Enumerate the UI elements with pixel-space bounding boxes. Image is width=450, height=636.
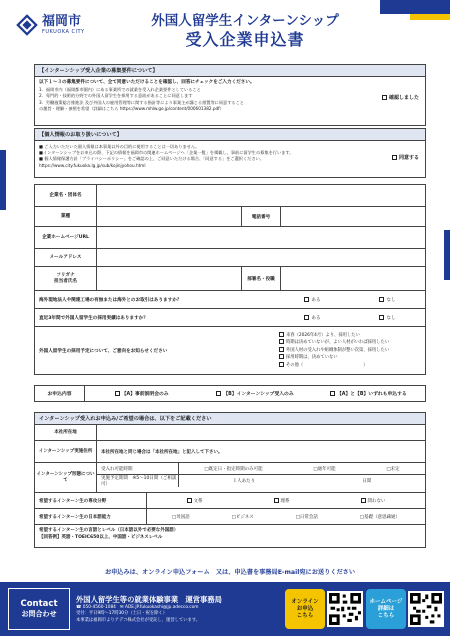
furigana-label: フリガナ xyxy=(56,272,75,278)
page-header xyxy=(12,10,438,58)
phone-icon: ☎ xyxy=(76,604,82,610)
overseas-no-option[interactable] xyxy=(379,297,395,303)
contact-phone: 050-4560-1084 xyxy=(82,604,116,610)
jp-option-business[interactable]: □ビジネス xyxy=(231,514,254,520)
checkbox-icon xyxy=(279,347,284,352)
hiring-plan-question: 外国人留学生の採用予定について、ご意向をお知らせください xyxy=(39,348,168,354)
major-option-humanities[interactable] xyxy=(187,498,203,504)
major-label: 希望するインターン生の専攻分野 xyxy=(35,493,147,508)
side-stripe-left xyxy=(0,150,6,210)
checkbox-icon xyxy=(279,354,284,359)
confirm-label: 確認しました xyxy=(388,95,419,101)
checkbox-icon xyxy=(361,498,366,503)
hiring-plan-option[interactable] xyxy=(279,347,421,354)
checkbox-icon xyxy=(187,498,192,503)
hiring-plan-option[interactable] xyxy=(279,332,421,339)
language-example: 【回答例】英語・TOEIC650以上、中国語・ビジネスレベル xyxy=(39,535,163,540)
company-name-field[interactable] xyxy=(97,185,425,206)
organizer-name: 外国人留学生等の就業体験事業 運営事務局 xyxy=(76,594,222,604)
checkbox-icon xyxy=(330,391,335,396)
option-label: 【B】インターンシップ受入のみ xyxy=(223,392,294,397)
checkbox-icon xyxy=(216,391,221,396)
logo-japanese: 福岡市 xyxy=(42,14,82,29)
hq-address-field[interactable] xyxy=(97,425,425,440)
duration-per-person[interactable]: １人あたり xyxy=(232,479,256,484)
side-stripe-right xyxy=(444,230,450,280)
mail-icon: ✉ xyxy=(120,604,124,610)
no-label: なし xyxy=(386,297,396,303)
apply-option-b[interactable] xyxy=(198,390,311,397)
period-option-fixed[interactable]: □既定日・指定時期のみ可能 xyxy=(204,466,263,472)
dept-title-field[interactable] xyxy=(281,267,425,290)
logo-english: FUKUOKA CITY xyxy=(42,29,85,35)
privacy-link[interactable]: https://www.city.fukuoka.lg.jp/sub/kojinjyohou.html xyxy=(39,162,146,168)
checkbox-icon xyxy=(274,498,279,503)
internship-section xyxy=(34,412,426,548)
contact-title: Contact xyxy=(20,599,58,609)
email-label: メールアドレス xyxy=(35,249,97,266)
checkbox-icon xyxy=(279,332,284,337)
contact-email[interactable]: ADE.JP.fukuokashi@jp.adecco.com xyxy=(125,604,199,610)
checkbox-icon xyxy=(279,362,284,367)
homepage-field[interactable] xyxy=(97,227,425,248)
industry-field[interactable] xyxy=(97,207,241,226)
option-label: 【A】と【B】いずれも申込する xyxy=(336,392,407,397)
hiring-plan-options xyxy=(275,330,425,371)
application-type-row xyxy=(34,385,426,402)
jp-option-basic[interactable]: □基礎（意思疎通） xyxy=(359,514,401,520)
yes-label: ある xyxy=(311,315,321,321)
homepage-button[interactable]: ホームページ 詳細は こちら xyxy=(366,589,406,629)
online-apply-qr-code[interactable] xyxy=(327,591,363,627)
conditions-item-2: 2．専門的・技術的分野での外国人留学生を採用する意欲があることに同意します xyxy=(39,93,193,99)
period-option-undecided[interactable]: □未定 xyxy=(386,466,400,472)
page-title-line1: 外国人留学生インターンシップ xyxy=(151,13,339,29)
industry-label: 業種 xyxy=(35,207,97,226)
contact-subtitle: お問合わせ xyxy=(21,610,57,618)
option-label: 文系 xyxy=(193,498,203,504)
apply-option-a[interactable] xyxy=(85,390,198,397)
jp-option-daily[interactable]: □日常会話 xyxy=(295,514,318,520)
privacy-heading: 【個人情報のお取り扱いについて】 xyxy=(35,129,425,141)
hiring-yes-option[interactable] xyxy=(304,315,320,321)
hiring-record-question: 直近3年間で外国人留学生の採用実績はありますか？ xyxy=(39,315,148,321)
qr-code-icon xyxy=(410,593,442,625)
option-label: 【A】事前説明会のみ xyxy=(121,392,169,397)
hq-address-label: 本社所在地 xyxy=(35,425,97,440)
checkbox-icon xyxy=(279,339,284,344)
major-option-any[interactable] xyxy=(361,498,386,504)
footer-note: 本事業は福岡市よりアデコ株式会社が受託し、運営しています。 xyxy=(76,617,201,623)
contact-box xyxy=(8,588,70,630)
phone-label: 電話番号 xyxy=(241,207,281,226)
application-type-label: お申込内容 xyxy=(35,386,85,401)
homepage-label: 企業ホームページURL xyxy=(35,227,97,248)
privacy-section xyxy=(34,128,426,178)
intern-form-label: インターンシップ形態について xyxy=(35,463,97,492)
language-field[interactable] xyxy=(35,525,425,547)
submission-notice: お申込みは、オンライン申込フォーム 又は、申込書を事務局E-mail宛にお送りください xyxy=(104,569,356,576)
page-title-line2: 受入企業申込書 xyxy=(185,30,305,49)
option-label: 理系 xyxy=(280,498,290,504)
checkbox-icon xyxy=(304,315,309,320)
checkbox-icon xyxy=(304,297,309,302)
option-label: 来春（2026年4月）より、採用したい xyxy=(286,332,360,338)
privacy-item-1: ■ ご入力いただいた個人情報は本事業以外の目的に使用することは一切ありません。 xyxy=(39,144,200,149)
online-apply-button[interactable]: オンライン お申込 こちら xyxy=(285,589,325,629)
person-name-label: 担当者氏名 xyxy=(54,278,77,284)
apply-option-ab[interactable] xyxy=(312,390,425,397)
privacy-item-2: ■インターンシップをお申込の際、下記の情報を福岡市の関連ホームページへ「企業一覧」を掲載し、事前に留学生の募集を行います。 xyxy=(39,150,294,156)
language-label: 希望するインターン生の言語とレベル（日本語以外で必要な外国語） xyxy=(39,528,179,533)
overseas-question: 海外現地法人や関連工場の有無または海外とのお取引はありますか？ xyxy=(39,297,182,303)
japanese-level-label: 希望するインターン生の日本語能力 xyxy=(35,509,147,524)
duration-label: 実施予定期間 ※5〜10日間（ご相談可） xyxy=(97,475,179,487)
venue-note: 本社所在地と同じ場合は「本社所在地」と記入して下さい。 xyxy=(101,449,223,455)
hiring-plan-option[interactable] xyxy=(279,362,421,369)
venue-field[interactable] xyxy=(97,441,425,462)
hiring-plan-option[interactable] xyxy=(279,339,421,346)
privacy-item-3: ■ 個人情報保護方針「プライバシーポリシー」をご確認の上、ご同意いただける場合、「同意する」をご選択ください。 xyxy=(39,156,264,162)
conditions-heading: 【インターンシップ受入企業の募集要件について】 xyxy=(35,65,425,77)
company-form xyxy=(34,184,426,375)
conditions-item-1: 1．福岡市内（福岡都市圏内）にある事業所での就業を受入れ企業要件としていること xyxy=(39,87,201,93)
agree-checkbox[interactable] xyxy=(392,155,419,161)
checkbox-icon xyxy=(379,297,384,302)
contact-hours: 受付：平日9時〜17時30分（土日・祝を除く） xyxy=(76,611,168,617)
conditions-item-3: 3．労働施策総合推進法 及び外国人の雇用管理等に関する指針等により事業主が講じる措置等に同意すること xyxy=(39,99,244,105)
option-label: 採用時期は、決めていない xyxy=(286,355,338,361)
agree-label: 同意する xyxy=(398,155,419,161)
footer xyxy=(0,582,450,636)
checkbox-icon xyxy=(379,315,384,320)
qr-code-icon xyxy=(329,593,361,625)
conditions-lead: 以下１〜３の募集要件について、全て同意いただけることを確認し、回答にチェックをご入力ください。 xyxy=(39,80,255,85)
period-option-yearround[interactable]: □通年可能 xyxy=(313,466,336,472)
option-label: 外国人材の受入れや組織体制が整い次第、採用したい xyxy=(286,347,390,353)
no-label: なし xyxy=(386,315,396,321)
hiring-no-option[interactable] xyxy=(379,315,395,321)
confirm-checkbox[interactable] xyxy=(382,95,419,101)
contact-person-field[interactable] xyxy=(97,267,241,290)
option-label: 時期は決めていないが、よい人材がいれば採用したい xyxy=(286,340,390,346)
internship-heading: インターンシップ受入れお申込み/ご希望の場合は、以下をご記載ください xyxy=(35,413,425,425)
yes-label: ある xyxy=(311,297,321,303)
duration-days: 日間 xyxy=(362,479,372,484)
major-option-science[interactable] xyxy=(274,498,290,504)
overseas-yes-option[interactable] xyxy=(304,297,320,303)
checkbox-icon xyxy=(115,391,120,396)
checkbox-icon xyxy=(382,95,387,100)
dept-title-label: 部署名・役職 xyxy=(241,267,281,290)
option-label: 問わない xyxy=(367,498,386,504)
email-field[interactable] xyxy=(97,249,425,266)
contact-info xyxy=(70,594,285,625)
contact-person-label xyxy=(35,267,97,290)
phone-field[interactable] xyxy=(281,207,425,226)
conditions-item-4: の趣旨・理解・参照を希望（詳細はこちら https://www.mhlw.go.jp/content/000601382.pdf） xyxy=(39,105,224,111)
period-label: 受入れ可能時期 xyxy=(97,463,179,474)
conditions-section xyxy=(34,64,426,126)
hiring-plan-option[interactable] xyxy=(279,354,421,361)
checkbox-icon xyxy=(392,155,397,160)
homepage-qr-code[interactable] xyxy=(408,591,444,627)
option-label: その他（ ） xyxy=(286,362,368,368)
jp-option-native[interactable]: □母国語 xyxy=(171,514,190,520)
venue-label: インターンシップ実施住所 xyxy=(35,441,97,462)
company-name-label: 企業名・団体名 xyxy=(35,185,97,206)
